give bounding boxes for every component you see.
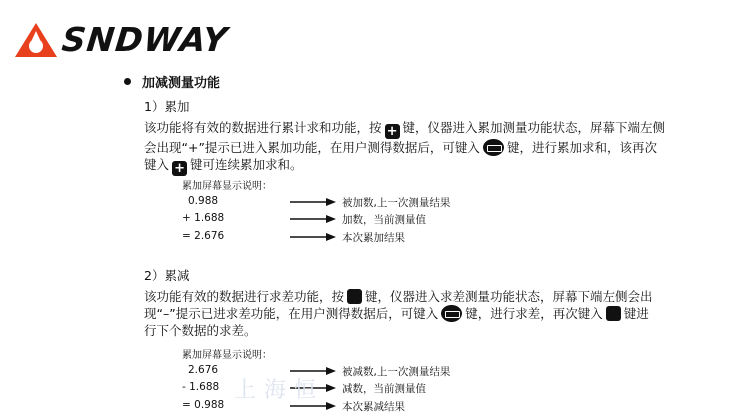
subtract-caption: 累加屏幕显示说明： bbox=[182, 350, 272, 361]
subtract-row-2 bbox=[180, 381, 480, 396]
add-row-desc: 加数，当前测量值 bbox=[342, 214, 426, 226]
subtract-line-1-b: 键，仪器进入求差测量功能状态，屏幕下端左侧会出 bbox=[365, 289, 653, 304]
enter-key-icon bbox=[441, 305, 462, 322]
brand-logo bbox=[14, 22, 228, 58]
enter-key-icon bbox=[483, 139, 504, 156]
watermark: 上海恒 bbox=[234, 378, 325, 403]
subtract-line-1 bbox=[144, 288, 674, 305]
add-row-desc: 被加数,上一次测量结果 bbox=[342, 197, 451, 209]
subtract-row-1 bbox=[180, 364, 480, 379]
add-caption: 累加屏幕显示说明： bbox=[182, 181, 272, 192]
add-line-2-a: 会出现“+”提示已进入累加功能，在用户测得数据后，可键入 bbox=[144, 140, 480, 155]
add-line-2-b: 键，进行累加求和，该再次 bbox=[506, 140, 657, 155]
subtract-row-value: - 1.688 bbox=[182, 381, 220, 393]
section-title bbox=[124, 72, 220, 91]
add-line-2 bbox=[144, 139, 674, 156]
add-line-1-b: 键，仪器进入累加测量功能状态，屏幕下端左侧 bbox=[402, 120, 666, 135]
add-line-3-b: 键可连续累加求和。 bbox=[190, 157, 303, 172]
subtract-row-value: 2.676 bbox=[188, 364, 219, 376]
plus-key-icon: + bbox=[172, 161, 187, 176]
brand-name: SNDWAY bbox=[60, 20, 230, 59]
add-line-3-a: 键入 bbox=[144, 157, 170, 172]
add-line-1-a: 该功能将有效的数据进行累计求和功能，按 bbox=[144, 120, 382, 135]
sndway-logo-icon bbox=[14, 22, 58, 58]
subtract-line-2-a: 现“–”提示已进求差功能，在用户测得数据后，可键入 bbox=[144, 306, 439, 321]
subtract-line-2-b: 键，进行求差，再次键入 bbox=[465, 306, 603, 321]
add-row-value: 0.988 bbox=[188, 195, 219, 207]
add-row-value: + 1.688 bbox=[182, 212, 225, 224]
subtract-row-value: = 0.988 bbox=[182, 399, 225, 411]
minus-key-icon bbox=[606, 306, 621, 321]
add-paragraph bbox=[144, 119, 674, 176]
section-title-text: 加减测量功能 bbox=[142, 76, 221, 91]
plus-key-icon: + bbox=[385, 124, 400, 139]
arrow-icon bbox=[290, 232, 336, 242]
arrow-icon bbox=[290, 214, 336, 224]
subtract-line-1-a: 该功能有效的数据进行求差功能，按 bbox=[144, 289, 345, 304]
subtract-line-2-c: 键进 bbox=[623, 306, 649, 321]
add-line-1 bbox=[144, 119, 674, 139]
subtract-row-desc: 被减数,上一次测量结果 bbox=[342, 366, 451, 378]
arrow-icon bbox=[290, 197, 336, 207]
subtract-line-3: 行下个数据的求差。 bbox=[144, 323, 257, 338]
add-line-3 bbox=[144, 156, 674, 176]
minus-key-icon bbox=[347, 289, 362, 304]
add-heading: 1）累加 bbox=[144, 99, 190, 114]
add-row-desc: 本次累加结果 bbox=[342, 232, 405, 244]
subtract-line-2 bbox=[144, 305, 674, 322]
add-row-1 bbox=[180, 195, 480, 210]
subtract-row-3 bbox=[180, 399, 480, 414]
add-row-2 bbox=[180, 212, 480, 227]
subtract-row-desc: 本次累减结果 bbox=[342, 401, 405, 413]
bullet-icon bbox=[124, 78, 131, 85]
add-row-3 bbox=[180, 230, 480, 245]
subtract-row-desc: 减数，当前测量值 bbox=[342, 383, 426, 395]
subtract-heading: 2）累减 bbox=[144, 268, 190, 283]
add-row-value: = 2.676 bbox=[182, 230, 225, 242]
subtract-paragraph bbox=[144, 288, 674, 339]
